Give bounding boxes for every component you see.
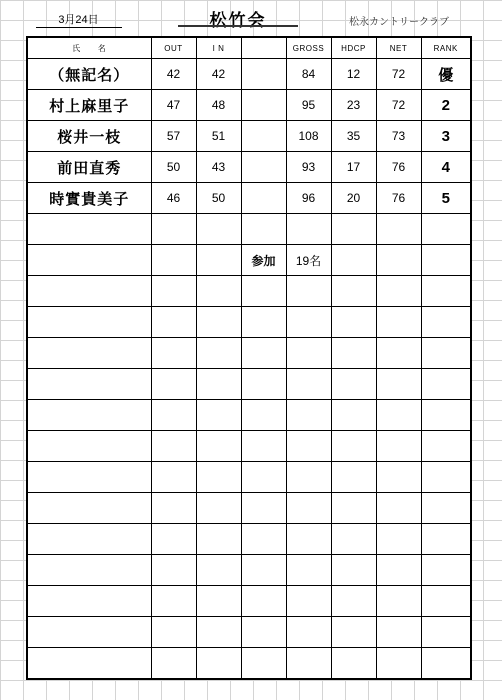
hdcp-value: 12 [331,59,376,90]
title-underline [178,25,298,27]
in-score: 50 [196,183,241,214]
event-date: 3月24日 [58,14,99,26]
club-name: 松永カントリークラブ [349,17,449,28]
col-header-net: NET [376,37,421,59]
out-score: 57 [151,121,196,152]
col-header-hdcp: HDCP [331,37,376,59]
empty-row [27,555,471,586]
gross-score: 95 [286,90,331,121]
blank-cell [241,59,286,90]
table-row [27,90,471,121]
empty-row [27,617,471,648]
date-underline [36,27,122,28]
net-score: 76 [376,152,421,183]
gross-score: 108 [286,121,331,152]
player-name: （無記名） [27,59,151,90]
blank-cell [241,183,286,214]
in-score: 51 [196,121,241,152]
participants-row [27,245,471,276]
rank-value: 4 [421,152,471,183]
empty-row [27,338,471,369]
player-name: 桜井一枝 [27,121,151,152]
hdcp-value: 35 [331,121,376,152]
empty-row [27,307,471,338]
net-score: 72 [376,90,421,121]
rank-value: 5 [421,183,471,214]
col-header-name: 氏 名 [27,37,151,59]
gross-score: 96 [286,183,331,214]
col-header-in: I N [196,37,241,59]
empty-row [27,400,471,431]
empty-row [27,214,471,245]
empty-row [27,462,471,493]
participants-count: 19名 [286,245,331,276]
net-score: 72 [376,59,421,90]
player-name: 時實貴美子 [27,183,151,214]
hdcp-value: 23 [331,90,376,121]
out-score: 47 [151,90,196,121]
empty-row [27,276,471,307]
hdcp-value: 20 [331,183,376,214]
blank-cell [241,90,286,121]
out-score: 50 [151,152,196,183]
empty-row [27,586,471,617]
empty-row [27,369,471,400]
score-table [26,36,472,680]
out-score: 46 [151,183,196,214]
blank-cell [241,121,286,152]
in-score: 48 [196,90,241,121]
in-score: 42 [196,59,241,90]
hdcp-value: 17 [331,152,376,183]
event-title: 松竹会 [209,11,267,30]
empty-row [27,431,471,462]
gross-score: 84 [286,59,331,90]
player-name: 村上麻里子 [27,90,151,121]
col-header-blank [241,37,286,59]
participants-label: 参加 [241,245,286,276]
out-score: 42 [151,59,196,90]
sheet-header [0,0,502,34]
net-score: 76 [376,183,421,214]
net-score: 73 [376,121,421,152]
table-row [27,59,471,90]
gross-score: 93 [286,152,331,183]
in-score: 43 [196,152,241,183]
empty-row [27,493,471,524]
player-name: 前田直秀 [27,152,151,183]
empty-row [27,648,471,680]
rank-value: 優 [421,59,471,90]
header-row [27,37,471,59]
col-header-rank: RANK [421,37,471,59]
table-row [27,152,471,183]
blank-cell [241,152,286,183]
table-row [27,183,471,214]
col-header-gross: GROSS [286,37,331,59]
col-header-out: OUT [151,37,196,59]
empty-row [27,524,471,555]
table-row [27,121,471,152]
rank-value: 3 [421,121,471,152]
rank-value: 2 [421,90,471,121]
